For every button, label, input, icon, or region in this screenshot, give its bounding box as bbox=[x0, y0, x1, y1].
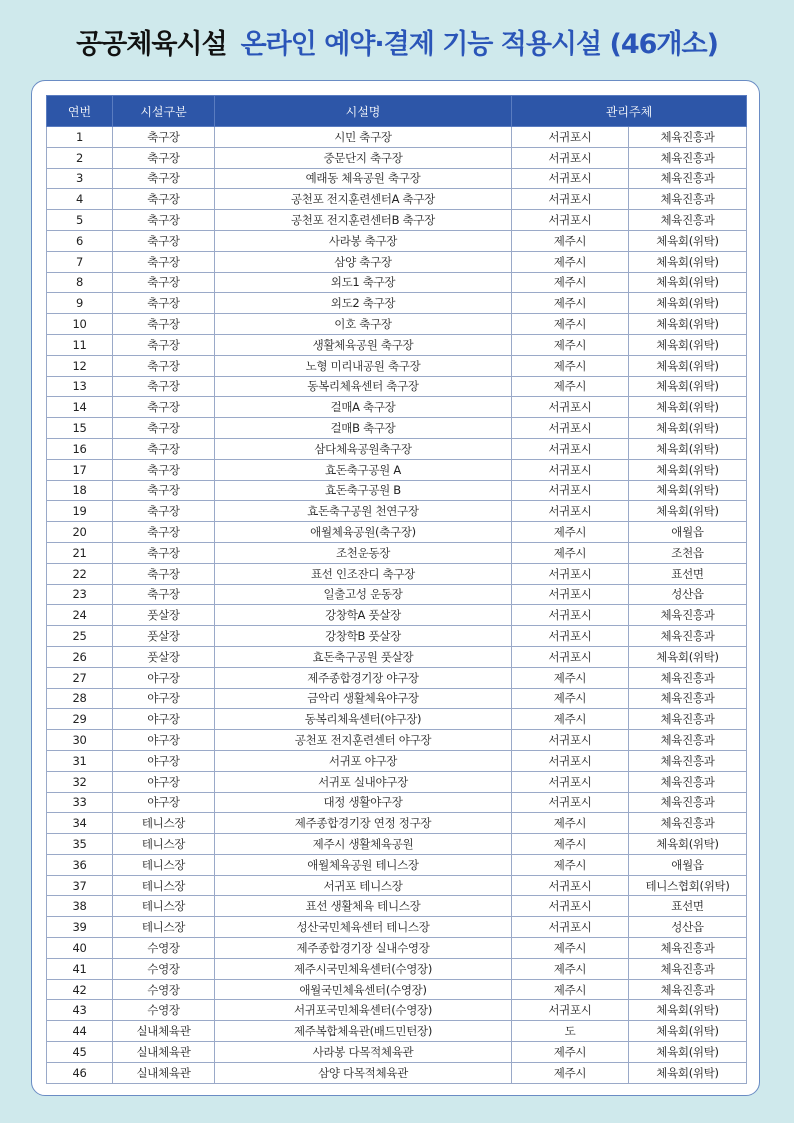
cell-category: 축구장 bbox=[113, 210, 215, 231]
cell-manager-city: 제주시 bbox=[512, 1042, 629, 1063]
cell-facility-name: 효돈축구공원 B bbox=[215, 480, 512, 501]
cell-category: 야구장 bbox=[113, 730, 215, 751]
cell-manager-dept: 성산읍 bbox=[629, 917, 747, 938]
cell-no: 1 bbox=[47, 127, 113, 148]
cell-no: 3 bbox=[47, 168, 113, 189]
cell-category: 축구장 bbox=[113, 334, 215, 355]
cell-category: 수영장 bbox=[113, 979, 215, 1000]
cell-no: 8 bbox=[47, 272, 113, 293]
cell-manager-dept: 표선면 bbox=[629, 896, 747, 917]
cell-facility-name: 중문단지 축구장 bbox=[215, 147, 512, 168]
cell-manager-dept: 체육회(위탁) bbox=[629, 646, 747, 667]
cell-facility-name: 공천포 전지훈련센터B 축구장 bbox=[215, 210, 512, 231]
table-row bbox=[47, 938, 747, 959]
cell-manager-dept: 체육진흥과 bbox=[629, 938, 747, 959]
cell-facility-name: 서귀포 테니스장 bbox=[215, 875, 512, 896]
cell-manager-city: 제주시 bbox=[512, 522, 629, 543]
cell-no: 6 bbox=[47, 230, 113, 251]
table-row bbox=[47, 730, 747, 751]
cell-manager-city: 제주시 bbox=[512, 1062, 629, 1083]
cell-category: 수영장 bbox=[113, 938, 215, 959]
table-header-row bbox=[47, 96, 747, 127]
cell-manager-city: 서귀포시 bbox=[512, 626, 629, 647]
cell-category: 테니스장 bbox=[113, 813, 215, 834]
table-row bbox=[47, 168, 747, 189]
cell-no: 31 bbox=[47, 750, 113, 771]
cell-category: 수영장 bbox=[113, 958, 215, 979]
cell-category: 실내체육관 bbox=[113, 1042, 215, 1063]
table-row bbox=[47, 896, 747, 917]
cell-category: 축구장 bbox=[113, 230, 215, 251]
table-row bbox=[47, 210, 747, 231]
cell-facility-name: 서귀포 야구장 bbox=[215, 750, 512, 771]
cell-manager-dept: 체육진흥과 bbox=[629, 210, 747, 231]
cell-category: 야구장 bbox=[113, 771, 215, 792]
table-row bbox=[47, 979, 747, 1000]
cell-category: 야구장 bbox=[113, 667, 215, 688]
cell-manager-city: 제주시 bbox=[512, 272, 629, 293]
table-row bbox=[47, 750, 747, 771]
cell-no: 4 bbox=[47, 189, 113, 210]
cell-category: 테니스장 bbox=[113, 854, 215, 875]
cell-no: 9 bbox=[47, 293, 113, 314]
cell-manager-city: 제주시 bbox=[512, 314, 629, 335]
cell-manager-city: 서귀포시 bbox=[512, 147, 629, 168]
cell-category: 축구장 bbox=[113, 376, 215, 397]
cell-manager-dept: 체육회(위탁) bbox=[629, 834, 747, 855]
table-row bbox=[47, 272, 747, 293]
cell-manager-dept: 체육회(위탁) bbox=[629, 314, 747, 335]
cell-category: 축구장 bbox=[113, 147, 215, 168]
cell-facility-name: 삼다체육공원축구장 bbox=[215, 438, 512, 459]
cell-manager-dept: 애월읍 bbox=[629, 522, 747, 543]
table-body bbox=[47, 127, 747, 1084]
cell-category: 실내체육관 bbox=[113, 1062, 215, 1083]
cell-category: 야구장 bbox=[113, 688, 215, 709]
table-row bbox=[47, 1062, 747, 1083]
cell-no: 30 bbox=[47, 730, 113, 751]
cell-no: 27 bbox=[47, 667, 113, 688]
cell-no: 35 bbox=[47, 834, 113, 855]
cell-manager-city: 서귀포시 bbox=[512, 501, 629, 522]
table-row bbox=[47, 355, 747, 376]
cell-no: 16 bbox=[47, 438, 113, 459]
table-card bbox=[31, 80, 760, 1096]
cell-manager-city: 제주시 bbox=[512, 667, 629, 688]
table-row bbox=[47, 397, 747, 418]
cell-manager-dept: 체육회(위탁) bbox=[629, 1062, 747, 1083]
cell-manager-city: 서귀포시 bbox=[512, 771, 629, 792]
cell-no: 20 bbox=[47, 522, 113, 543]
cell-manager-city: 서귀포시 bbox=[512, 750, 629, 771]
cell-facility-name: 동복리체육센터(야구장) bbox=[215, 709, 512, 730]
cell-manager-dept: 체육진흥과 bbox=[629, 958, 747, 979]
cell-manager-city: 서귀포시 bbox=[512, 168, 629, 189]
cell-manager-dept: 체육회(위탁) bbox=[629, 1000, 747, 1021]
cell-manager-city: 제주시 bbox=[512, 542, 629, 563]
cell-no: 22 bbox=[47, 563, 113, 584]
cell-facility-name: 서귀포국민체육센터(수영장) bbox=[215, 1000, 512, 1021]
cell-category: 풋살장 bbox=[113, 646, 215, 667]
cell-category: 축구장 bbox=[113, 272, 215, 293]
table-row bbox=[47, 418, 747, 439]
cell-facility-name: 제주종합경기장 연정 정구장 bbox=[215, 813, 512, 834]
cell-no: 21 bbox=[47, 542, 113, 563]
cell-manager-city: 제주시 bbox=[512, 958, 629, 979]
cell-no: 24 bbox=[47, 605, 113, 626]
cell-manager-city: 서귀포시 bbox=[512, 438, 629, 459]
cell-facility-name: 삼양 축구장 bbox=[215, 251, 512, 272]
cell-facility-name: 효돈축구공원 풋살장 bbox=[215, 646, 512, 667]
cell-manager-dept: 체육회(위탁) bbox=[629, 397, 747, 418]
cell-facility-name: 표선 인조잔디 축구장 bbox=[215, 563, 512, 584]
cell-category: 축구장 bbox=[113, 168, 215, 189]
table-row bbox=[47, 605, 747, 626]
cell-category: 테니스장 bbox=[113, 917, 215, 938]
cell-no: 26 bbox=[47, 646, 113, 667]
cell-facility-name: 사라봉 축구장 bbox=[215, 230, 512, 251]
cell-category: 축구장 bbox=[113, 563, 215, 584]
cell-no: 17 bbox=[47, 459, 113, 480]
cell-manager-city: 서귀포시 bbox=[512, 896, 629, 917]
table-row bbox=[47, 563, 747, 584]
table-row bbox=[47, 1021, 747, 1042]
cell-facility-name: 조천운동장 bbox=[215, 542, 512, 563]
cell-no: 40 bbox=[47, 938, 113, 959]
table-row bbox=[47, 334, 747, 355]
cell-facility-name: 성산국민체육센터 테니스장 bbox=[215, 917, 512, 938]
cell-manager-dept: 체육회(위탁) bbox=[629, 1042, 747, 1063]
cell-facility-name: 강창학B 풋살장 bbox=[215, 626, 512, 647]
cell-manager-city: 서귀포시 bbox=[512, 563, 629, 584]
cell-no: 15 bbox=[47, 418, 113, 439]
cell-no: 10 bbox=[47, 314, 113, 335]
cell-category: 축구장 bbox=[113, 397, 215, 418]
cell-facility-name: 예래동 체육공원 축구장 bbox=[215, 168, 512, 189]
table-row bbox=[47, 792, 747, 813]
cell-no: 46 bbox=[47, 1062, 113, 1083]
cell-facility-name: 외도2 축구장 bbox=[215, 293, 512, 314]
cell-facility-name: 금악리 생활체육야구장 bbox=[215, 688, 512, 709]
cell-no: 39 bbox=[47, 917, 113, 938]
cell-facility-name: 애월국민체육센터(수영장) bbox=[215, 979, 512, 1000]
cell-manager-dept: 체육회(위탁) bbox=[629, 1021, 747, 1042]
cell-manager-dept: 체육회(위탁) bbox=[629, 334, 747, 355]
table-row bbox=[47, 1042, 747, 1063]
cell-facility-name: 표선 생활체육 테니스장 bbox=[215, 896, 512, 917]
cell-manager-city: 서귀포시 bbox=[512, 1000, 629, 1021]
table-row bbox=[47, 646, 747, 667]
cell-manager-dept: 체육진흥과 bbox=[629, 127, 747, 148]
cell-category: 테니스장 bbox=[113, 896, 215, 917]
cell-manager-dept: 체육진흥과 bbox=[629, 147, 747, 168]
cell-manager-city: 서귀포시 bbox=[512, 210, 629, 231]
cell-manager-city: 서귀포시 bbox=[512, 730, 629, 751]
cell-facility-name: 강창학A 풋살장 bbox=[215, 605, 512, 626]
cell-facility-name: 제주시 생활체육공원 bbox=[215, 834, 512, 855]
cell-manager-dept: 체육진흥과 bbox=[629, 605, 747, 626]
cell-manager-dept: 체육진흥과 bbox=[629, 730, 747, 751]
table-row bbox=[47, 230, 747, 251]
cell-no: 7 bbox=[47, 251, 113, 272]
cell-facility-name: 제주복합체육관(배드민턴장) bbox=[215, 1021, 512, 1042]
cell-manager-dept: 체육회(위탁) bbox=[629, 251, 747, 272]
cell-manager-dept: 조천읍 bbox=[629, 542, 747, 563]
cell-facility-name: 시민 축구장 bbox=[215, 127, 512, 148]
table-row bbox=[47, 813, 747, 834]
table-row bbox=[47, 438, 747, 459]
page-title bbox=[0, 22, 794, 61]
table-row bbox=[47, 958, 747, 979]
table-row bbox=[47, 854, 747, 875]
cell-manager-city: 서귀포시 bbox=[512, 584, 629, 605]
cell-manager-dept: 체육진흥과 bbox=[629, 168, 747, 189]
cell-manager-city: 제주시 bbox=[512, 938, 629, 959]
cell-manager-city: 제주시 bbox=[512, 293, 629, 314]
facility-table bbox=[46, 95, 747, 1084]
table-row bbox=[47, 771, 747, 792]
cell-category: 축구장 bbox=[113, 459, 215, 480]
cell-category: 풋살장 bbox=[113, 605, 215, 626]
cell-facility-name: 효돈축구공원 A bbox=[215, 459, 512, 480]
cell-category: 축구장 bbox=[113, 480, 215, 501]
cell-no: 41 bbox=[47, 958, 113, 979]
cell-manager-dept: 체육진흥과 bbox=[629, 750, 747, 771]
cell-manager-dept: 체육회(위탁) bbox=[629, 480, 747, 501]
header-manager: 관리주체 bbox=[512, 96, 747, 127]
cell-facility-name: 노형 미리내공원 축구장 bbox=[215, 355, 512, 376]
cell-category: 테니스장 bbox=[113, 834, 215, 855]
cell-manager-dept: 체육진흥과 bbox=[629, 792, 747, 813]
cell-category: 축구장 bbox=[113, 522, 215, 543]
cell-facility-name: 효돈축구공원 천연구장 bbox=[215, 501, 512, 522]
table-row bbox=[47, 1000, 747, 1021]
table-row bbox=[47, 584, 747, 605]
cell-manager-dept: 표선면 bbox=[629, 563, 747, 584]
cell-category: 야구장 bbox=[113, 792, 215, 813]
cell-facility-name: 공천포 전지훈련센터 야구장 bbox=[215, 730, 512, 751]
table-row bbox=[47, 293, 747, 314]
cell-no: 2 bbox=[47, 147, 113, 168]
cell-manager-city: 제주시 bbox=[512, 979, 629, 1000]
table-row bbox=[47, 501, 747, 522]
cell-no: 38 bbox=[47, 896, 113, 917]
cell-manager-city: 도 bbox=[512, 1021, 629, 1042]
cell-category: 축구장 bbox=[113, 314, 215, 335]
cell-facility-name: 생활체육공원 축구장 bbox=[215, 334, 512, 355]
cell-no: 19 bbox=[47, 501, 113, 522]
cell-no: 37 bbox=[47, 875, 113, 896]
cell-category: 축구장 bbox=[113, 251, 215, 272]
cell-facility-name: 서귀포 실내야구장 bbox=[215, 771, 512, 792]
cell-manager-dept: 애월읍 bbox=[629, 854, 747, 875]
cell-category: 축구장 bbox=[113, 501, 215, 522]
table-row bbox=[47, 251, 747, 272]
cell-manager-city: 제주시 bbox=[512, 813, 629, 834]
header-no: 연번 bbox=[47, 96, 113, 127]
cell-manager-dept: 체육회(위탁) bbox=[629, 418, 747, 439]
table-row bbox=[47, 522, 747, 543]
cell-manager-dept: 체육회(위탁) bbox=[629, 459, 747, 480]
cell-category: 야구장 bbox=[113, 750, 215, 771]
table-row bbox=[47, 459, 747, 480]
table-row bbox=[47, 189, 747, 210]
cell-manager-dept: 성산읍 bbox=[629, 584, 747, 605]
cell-manager-dept: 체육회(위탁) bbox=[629, 501, 747, 522]
cell-no: 29 bbox=[47, 709, 113, 730]
cell-manager-dept: 체육진흥과 bbox=[629, 688, 747, 709]
table-row bbox=[47, 667, 747, 688]
title-sub: 온라인 예약·결제 기능 적용시설 (46개소) bbox=[240, 29, 718, 60]
header-facility-name: 시설명 bbox=[215, 96, 512, 127]
cell-manager-city: 서귀포시 bbox=[512, 127, 629, 148]
cell-manager-dept: 체육진흥과 bbox=[629, 813, 747, 834]
cell-manager-city: 서귀포시 bbox=[512, 792, 629, 813]
table-row bbox=[47, 480, 747, 501]
cell-facility-name: 동복리체육센터 축구장 bbox=[215, 376, 512, 397]
cell-no: 5 bbox=[47, 210, 113, 231]
cell-no: 28 bbox=[47, 688, 113, 709]
cell-no: 25 bbox=[47, 626, 113, 647]
cell-category: 축구장 bbox=[113, 293, 215, 314]
cell-no: 23 bbox=[47, 584, 113, 605]
cell-manager-city: 제주시 bbox=[512, 355, 629, 376]
cell-facility-name: 공천포 전지훈련센터A 축구장 bbox=[215, 189, 512, 210]
cell-manager-city: 제주시 bbox=[512, 688, 629, 709]
cell-category: 테니스장 bbox=[113, 875, 215, 896]
cell-facility-name: 사라봉 다목적체육관 bbox=[215, 1042, 512, 1063]
cell-no: 12 bbox=[47, 355, 113, 376]
cell-manager-dept: 체육진흥과 bbox=[629, 979, 747, 1000]
table-row bbox=[47, 834, 747, 855]
cell-category: 축구장 bbox=[113, 189, 215, 210]
cell-manager-city: 서귀포시 bbox=[512, 646, 629, 667]
cell-category: 실내체육관 bbox=[113, 1021, 215, 1042]
cell-no: 45 bbox=[47, 1042, 113, 1063]
cell-facility-name: 이호 축구장 bbox=[215, 314, 512, 335]
cell-facility-name: 애월체육공원 테니스장 bbox=[215, 854, 512, 875]
cell-no: 18 bbox=[47, 480, 113, 501]
cell-manager-dept: 체육회(위탁) bbox=[629, 355, 747, 376]
cell-no: 32 bbox=[47, 771, 113, 792]
cell-manager-city: 서귀포시 bbox=[512, 418, 629, 439]
cell-manager-city: 서귀포시 bbox=[512, 605, 629, 626]
cell-manager-city: 서귀포시 bbox=[512, 917, 629, 938]
cell-manager-dept: 체육진흥과 bbox=[629, 626, 747, 647]
cell-no: 43 bbox=[47, 1000, 113, 1021]
cell-manager-city: 제주시 bbox=[512, 834, 629, 855]
table-row bbox=[47, 709, 747, 730]
cell-manager-city: 서귀포시 bbox=[512, 875, 629, 896]
cell-manager-city: 제주시 bbox=[512, 334, 629, 355]
cell-facility-name: 제주종합경기장 야구장 bbox=[215, 667, 512, 688]
table-row bbox=[47, 688, 747, 709]
table-row bbox=[47, 626, 747, 647]
table-row bbox=[47, 127, 747, 148]
cell-manager-dept: 체육회(위탁) bbox=[629, 272, 747, 293]
cell-facility-name: 삼양 다목적체육관 bbox=[215, 1062, 512, 1083]
cell-manager-dept: 체육회(위탁) bbox=[629, 293, 747, 314]
cell-no: 42 bbox=[47, 979, 113, 1000]
cell-manager-dept: 체육진흥과 bbox=[629, 667, 747, 688]
cell-manager-dept: 체육진흥과 bbox=[629, 189, 747, 210]
cell-facility-name: 제주종합경기장 실내수영장 bbox=[215, 938, 512, 959]
table-row bbox=[47, 875, 747, 896]
cell-facility-name: 걸매A 축구장 bbox=[215, 397, 512, 418]
table-row bbox=[47, 314, 747, 335]
table-row bbox=[47, 542, 747, 563]
cell-facility-name: 일출고성 운동장 bbox=[215, 584, 512, 605]
cell-manager-city: 서귀포시 bbox=[512, 480, 629, 501]
cell-manager-city: 제주시 bbox=[512, 230, 629, 251]
cell-category: 수영장 bbox=[113, 1000, 215, 1021]
cell-manager-dept: 체육회(위탁) bbox=[629, 438, 747, 459]
cell-category: 축구장 bbox=[113, 418, 215, 439]
cell-category: 축구장 bbox=[113, 542, 215, 563]
table-row bbox=[47, 147, 747, 168]
cell-category: 축구장 bbox=[113, 355, 215, 376]
cell-no: 36 bbox=[47, 854, 113, 875]
cell-facility-name: 애월체육공원(축구장) bbox=[215, 522, 512, 543]
cell-manager-city: 제주시 bbox=[512, 251, 629, 272]
cell-facility-name: 걸매B 축구장 bbox=[215, 418, 512, 439]
cell-category: 야구장 bbox=[113, 709, 215, 730]
cell-manager-dept: 체육진흥과 bbox=[629, 709, 747, 730]
cell-category: 축구장 bbox=[113, 438, 215, 459]
cell-facility-name: 제주시국민체육센터(수영장) bbox=[215, 958, 512, 979]
cell-manager-dept: 체육진흥과 bbox=[629, 771, 747, 792]
cell-no: 14 bbox=[47, 397, 113, 418]
header-category: 시설구분 bbox=[113, 96, 215, 127]
cell-manager-city: 제주시 bbox=[512, 376, 629, 397]
cell-facility-name: 외도1 축구장 bbox=[215, 272, 512, 293]
cell-no: 44 bbox=[47, 1021, 113, 1042]
table-row bbox=[47, 917, 747, 938]
cell-category: 축구장 bbox=[113, 127, 215, 148]
cell-manager-dept: 체육회(위탁) bbox=[629, 230, 747, 251]
cell-no: 13 bbox=[47, 376, 113, 397]
cell-manager-dept: 테니스협회(위탁) bbox=[629, 875, 747, 896]
cell-category: 풋살장 bbox=[113, 626, 215, 647]
cell-category: 축구장 bbox=[113, 584, 215, 605]
cell-manager-city: 서귀포시 bbox=[512, 459, 629, 480]
title-main: 공공체육시설 bbox=[76, 29, 227, 60]
cell-manager-city: 제주시 bbox=[512, 709, 629, 730]
cell-no: 11 bbox=[47, 334, 113, 355]
cell-no: 34 bbox=[47, 813, 113, 834]
cell-no: 33 bbox=[47, 792, 113, 813]
cell-manager-city: 서귀포시 bbox=[512, 189, 629, 210]
cell-facility-name: 대정 생활야구장 bbox=[215, 792, 512, 813]
cell-manager-city: 서귀포시 bbox=[512, 397, 629, 418]
cell-manager-dept: 체육회(위탁) bbox=[629, 376, 747, 397]
table-row bbox=[47, 376, 747, 397]
cell-manager-city: 제주시 bbox=[512, 854, 629, 875]
